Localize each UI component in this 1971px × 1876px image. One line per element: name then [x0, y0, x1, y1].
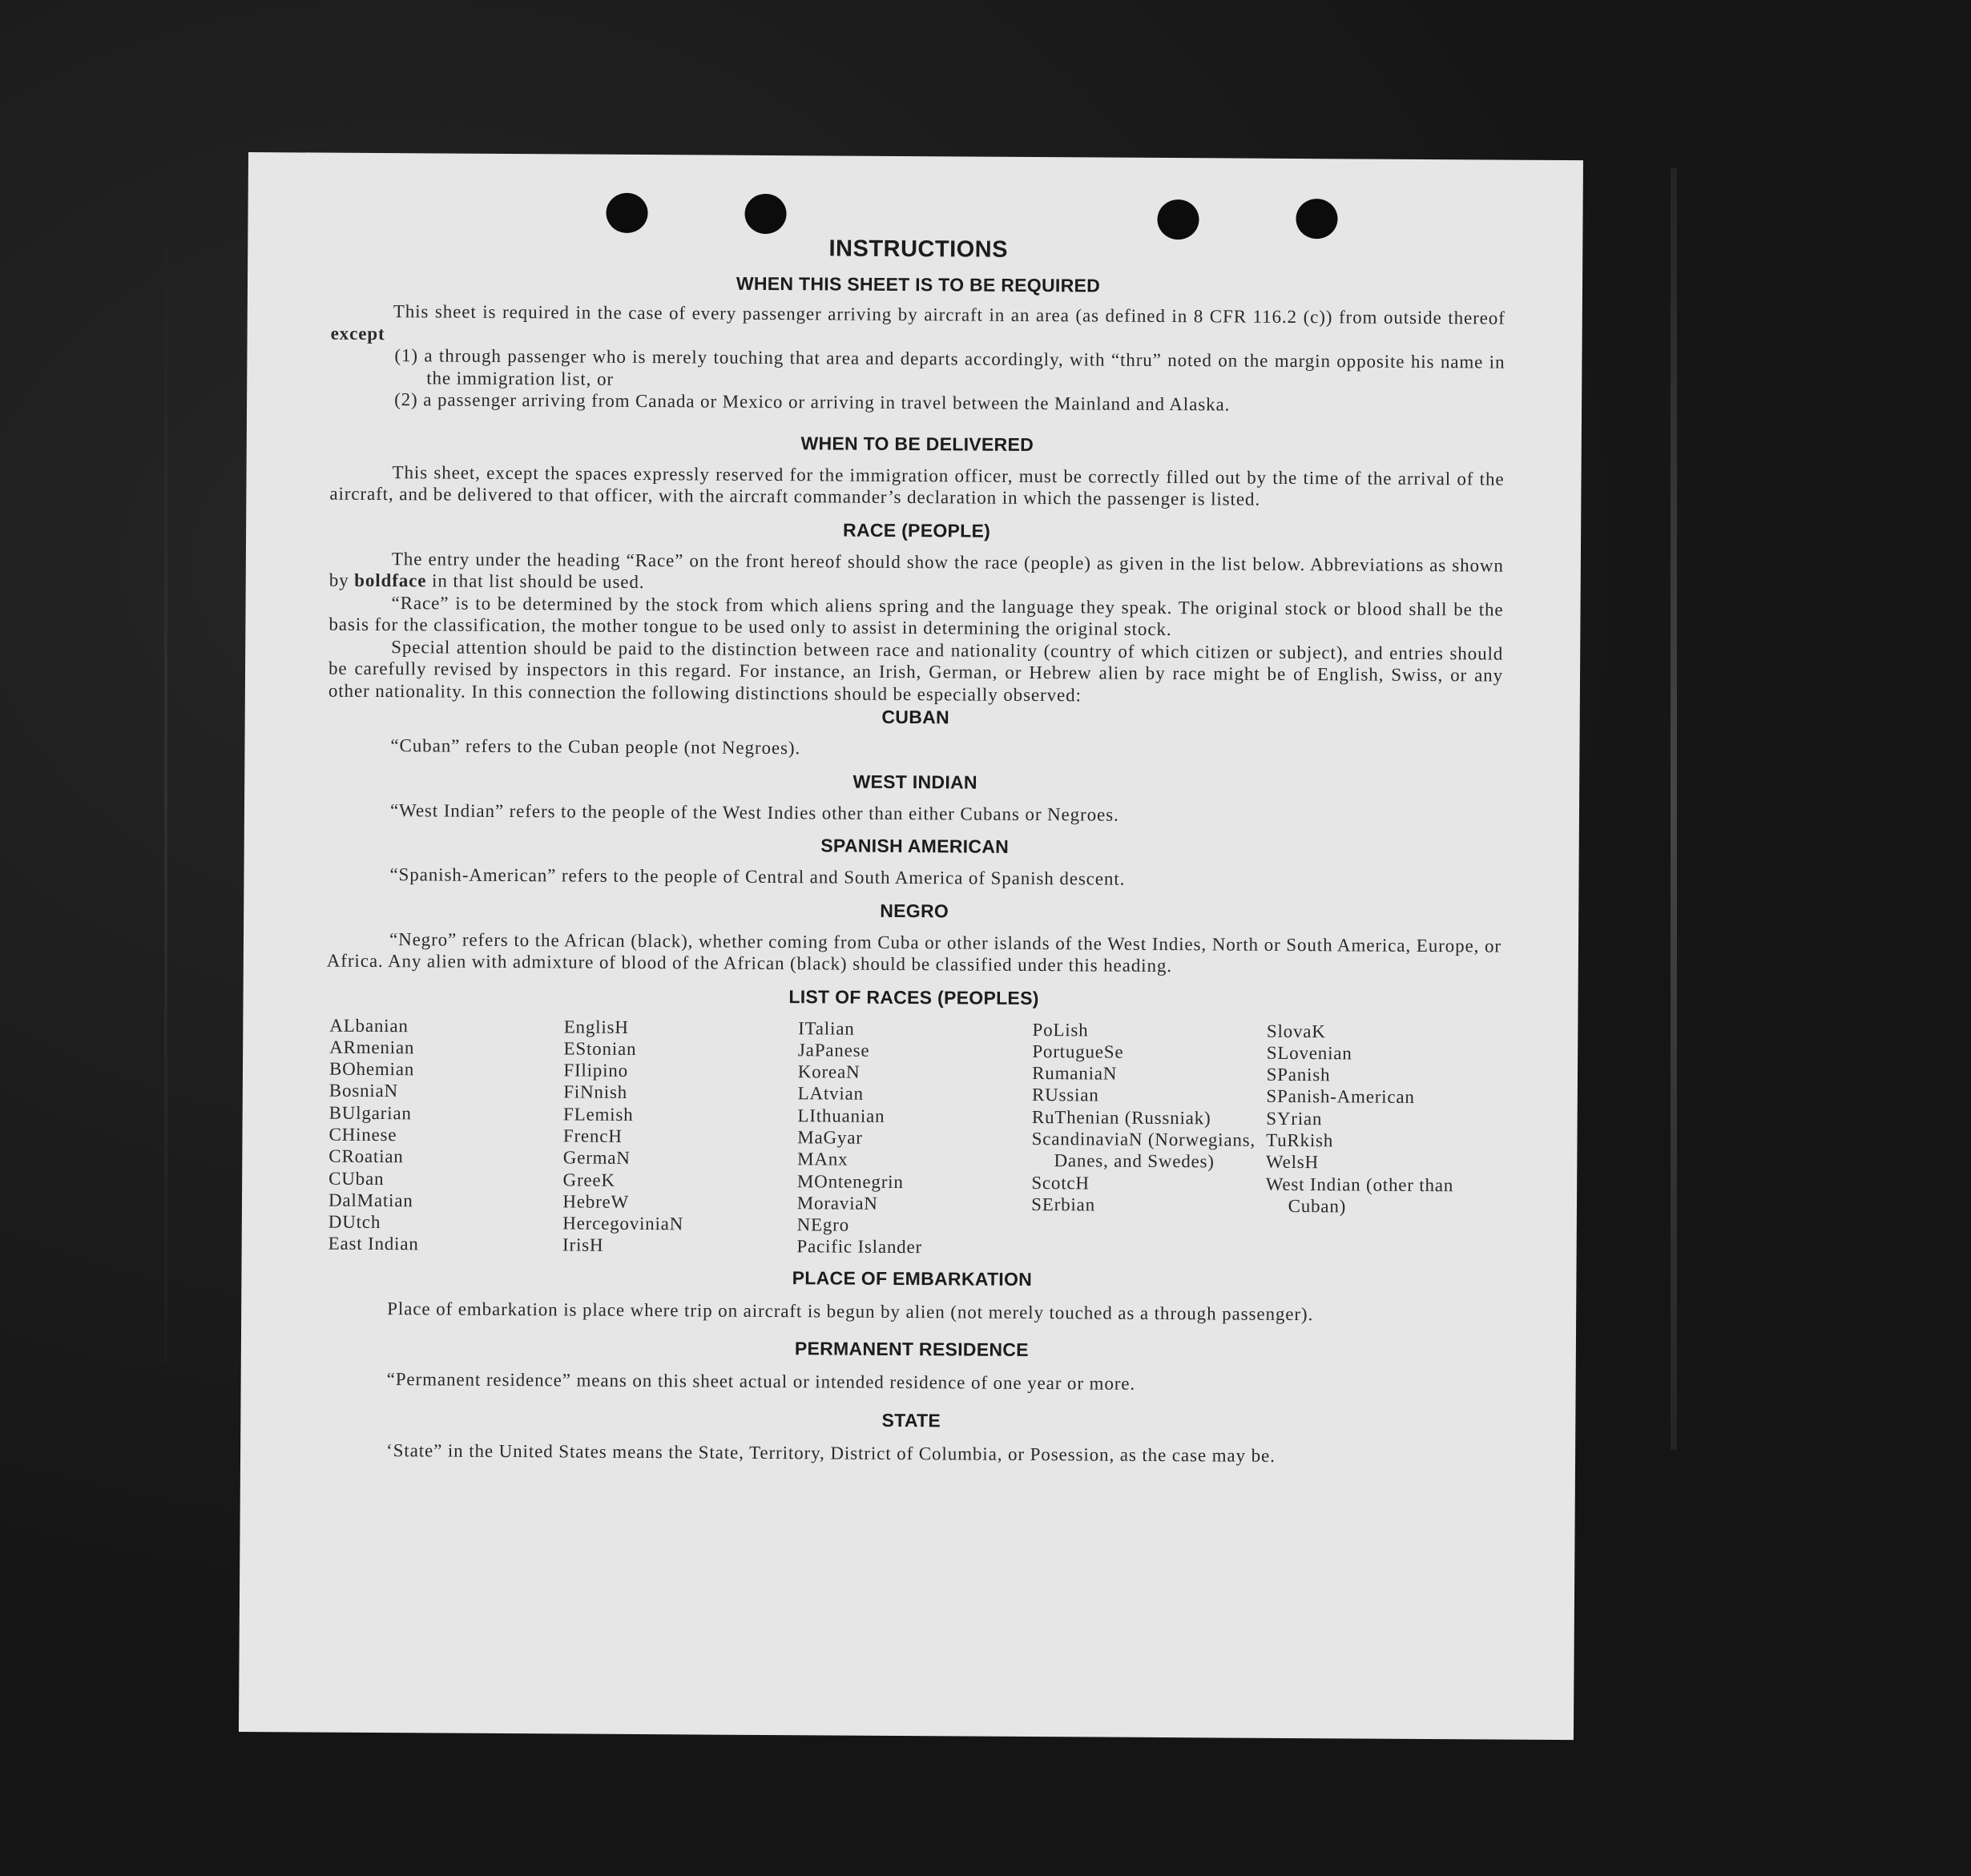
races-column-1	[328, 1014, 564, 1256]
race-item: JaPanese	[797, 1040, 870, 1061]
race-item: CRoatian	[328, 1145, 404, 1167]
delivered-text: This sheet, except the spaces expressly reserved for the immigration officer, must be correctly filled out by the time of the arrival of the aircraft, and be delivered to that officer, with the aircraft commander’s declaration in which the passenger is listed.	[329, 461, 1505, 509]
race-item: SYrian	[1266, 1108, 1323, 1129]
race-item: MOntenegrin	[796, 1170, 904, 1192]
punch-hole-4	[1296, 199, 1337, 239]
punch-hole-2	[744, 194, 786, 234]
race-item: SlovaK	[1266, 1021, 1326, 1041]
race-item: GreeK	[562, 1169, 615, 1190]
race-item: FIlipino	[563, 1060, 629, 1081]
heading-race: RACE (PEOPLE)	[843, 519, 991, 541]
race-item: BUlgarian	[328, 1102, 412, 1123]
race-item: IrisH	[562, 1234, 604, 1256]
heading-list-of-races: LIST OF RACES (PEOPLES)	[788, 985, 1039, 1008]
required-item-1: (1) a through passenger who is merely touching that area and departs accordingly, with “thru” noted on the margin opposite his name in the immigration list, or	[394, 345, 1505, 389]
page-title: INSTRUCTIONS	[828, 236, 1009, 263]
heading-permanent-residence: PERMANENT RESIDENCE	[794, 1338, 1029, 1361]
spanish-american-text: “Spanish-American” refers to the people of Central and South America of Spanish descent.	[389, 864, 1126, 889]
races-column-3	[796, 1017, 1032, 1259]
race-item: EnglisH	[563, 1016, 629, 1037]
race-p1-boldface: boldface	[354, 570, 427, 591]
race-item: ARmenian	[329, 1037, 415, 1058]
race-item: SPanish	[1266, 1064, 1331, 1085]
race-item: MAnx	[797, 1149, 848, 1169]
race-item: ScotcH	[1031, 1172, 1090, 1194]
race-item: TuRkish	[1266, 1129, 1334, 1151]
race-p1-text: The entry under the heading “Race” on the front hereof should show the race (people) as given in the list below. Abbreviations as shown by	[328, 548, 1504, 590]
race-p1-end: in that list should be used.	[426, 570, 645, 593]
race-item: SLovenian	[1266, 1042, 1352, 1064]
race-item: HercegoviniaN	[562, 1213, 684, 1234]
heading-when-delivered: WHEN TO BE DELIVERED	[800, 432, 1034, 455]
race-item: East Indian	[328, 1234, 419, 1254]
cuban-text: “Cuban” refers to the Cuban people (not Negroes).	[390, 735, 801, 759]
punch-hole-3	[1157, 199, 1199, 240]
race-item: ScandinaviaN (Norwegians, Danes, and Swedes)	[1031, 1128, 1256, 1172]
race-item: DUtch	[328, 1211, 381, 1233]
west-indian-text: “West Indian” refers to the people of the West Indies other than either Cubans or Negroes.	[389, 799, 1119, 825]
heading-state: STATE	[881, 1409, 941, 1431]
embarkation-text: Place of embarkation is place where trip on aircraft is begun by alien (not merely touched as a through passenger).	[387, 1298, 1314, 1324]
residence-text: “Permanent residence” means on this sheet actual or intended residence of one year or more.	[386, 1369, 1136, 1395]
race-item: RuThenian (Russniak)	[1031, 1106, 1211, 1129]
heading-west-indian: WEST INDIAN	[852, 771, 977, 793]
race-item: NEgro	[796, 1214, 850, 1235]
race-item: Pacific Islander	[796, 1236, 923, 1258]
race-item: CHinese	[328, 1124, 397, 1145]
required-intro	[331, 300, 1505, 352]
race-paragraph-2: “Race” is to be determined by the stock from which aliens spring and the language they speak. The original stock or blood shall be the basis for the classification, the mother tongue to be used only to assist in determining the original stock.	[328, 592, 1504, 640]
race-item: PortugueSe	[1032, 1041, 1124, 1062]
race-item: West Indian (other than Cuban)	[1265, 1174, 1454, 1217]
race-item: FrencH	[562, 1125, 623, 1146]
race-item: MoraviaN	[796, 1193, 878, 1214]
races-column-2	[562, 1016, 798, 1258]
heading-when-required: WHEN THIS SHEET IS TO BE REQUIRED	[736, 272, 1101, 296]
punch-hole-1	[606, 193, 647, 233]
race-item: MaGyar	[797, 1127, 863, 1148]
race-item: BOhemian	[328, 1058, 415, 1080]
required-intro-text: This sheet is required in the case of every passenger arriving by aircraft in an area (as defined in 8 CFR 116.2 (c)) from outside thereof	[393, 301, 1505, 328]
instruction-sheet	[239, 152, 1583, 1740]
race-paragraph-3: Special attention should be paid to the distinction between race and nationality (country of which citizen or subject), and entries should be carefully revised by inspectors in this regard. For instance, an Irish, German, or Hebrew alien by race might be of English, Swiss, or any other nationality. In this connection the following distinctions should be especially observed:	[328, 636, 1504, 705]
required-item-2: (2) a passenger arriving from Canada or Mexico or arriving in travel between the Mainland and Alaska.	[394, 389, 1231, 415]
race-item: RUssian	[1031, 1085, 1099, 1105]
races-list	[328, 1014, 1501, 1262]
race-item: FLemish	[563, 1104, 634, 1125]
negro-text: “Negro” refers to the African (black), whether coming from Cuba or other islands of the West Indies, North or South America, Europe, or Africa. Any alien with admixture of blood of the African (black) should be classified under this heading.	[326, 928, 1502, 976]
race-item: WelsH	[1265, 1152, 1320, 1173]
race-item: ALbanian	[329, 1015, 409, 1036]
race-item: PoLish	[1032, 1019, 1089, 1040]
heading-cuban: CUBAN	[881, 706, 950, 728]
race-item: ITalian	[798, 1017, 855, 1039]
race-item: DalMatian	[328, 1190, 413, 1211]
race-item: RumaniaN	[1032, 1063, 1118, 1084]
race-item: EStonian	[563, 1038, 637, 1059]
race-item: LAtvian	[797, 1083, 864, 1105]
sheet-content	[324, 233, 1505, 1468]
race-item: KoreaN	[797, 1061, 861, 1082]
races-column-4	[1031, 1018, 1267, 1260]
required-intro-except: except	[330, 323, 385, 344]
film-edge-right	[1671, 168, 1677, 1450]
heading-negro: NEGRO	[880, 900, 949, 921]
race-item: SErbian	[1031, 1194, 1095, 1215]
race-item: CUban	[328, 1168, 385, 1189]
races-column-5	[1265, 1020, 1501, 1262]
race-item: FiNnish	[563, 1081, 628, 1103]
race-item: SPanish-American	[1266, 1086, 1415, 1108]
race-item: BosniaN	[328, 1081, 399, 1101]
race-item: LIthuanian	[797, 1105, 885, 1126]
heading-place-of-embarkation: PLACE OF EMBARKATION	[792, 1266, 1033, 1290]
race-paragraph-1	[329, 547, 1504, 598]
race-item: GermaN	[562, 1147, 631, 1169]
state-text: ‘State” in the United States means the State, Territory, District of Columbia, or Posession, as the case may be.	[386, 1439, 1276, 1466]
race-item: HebreW	[562, 1191, 630, 1212]
film-edge-left	[164, 200, 167, 1362]
heading-spanish-american: SPANISH AMERICAN	[820, 835, 1010, 857]
